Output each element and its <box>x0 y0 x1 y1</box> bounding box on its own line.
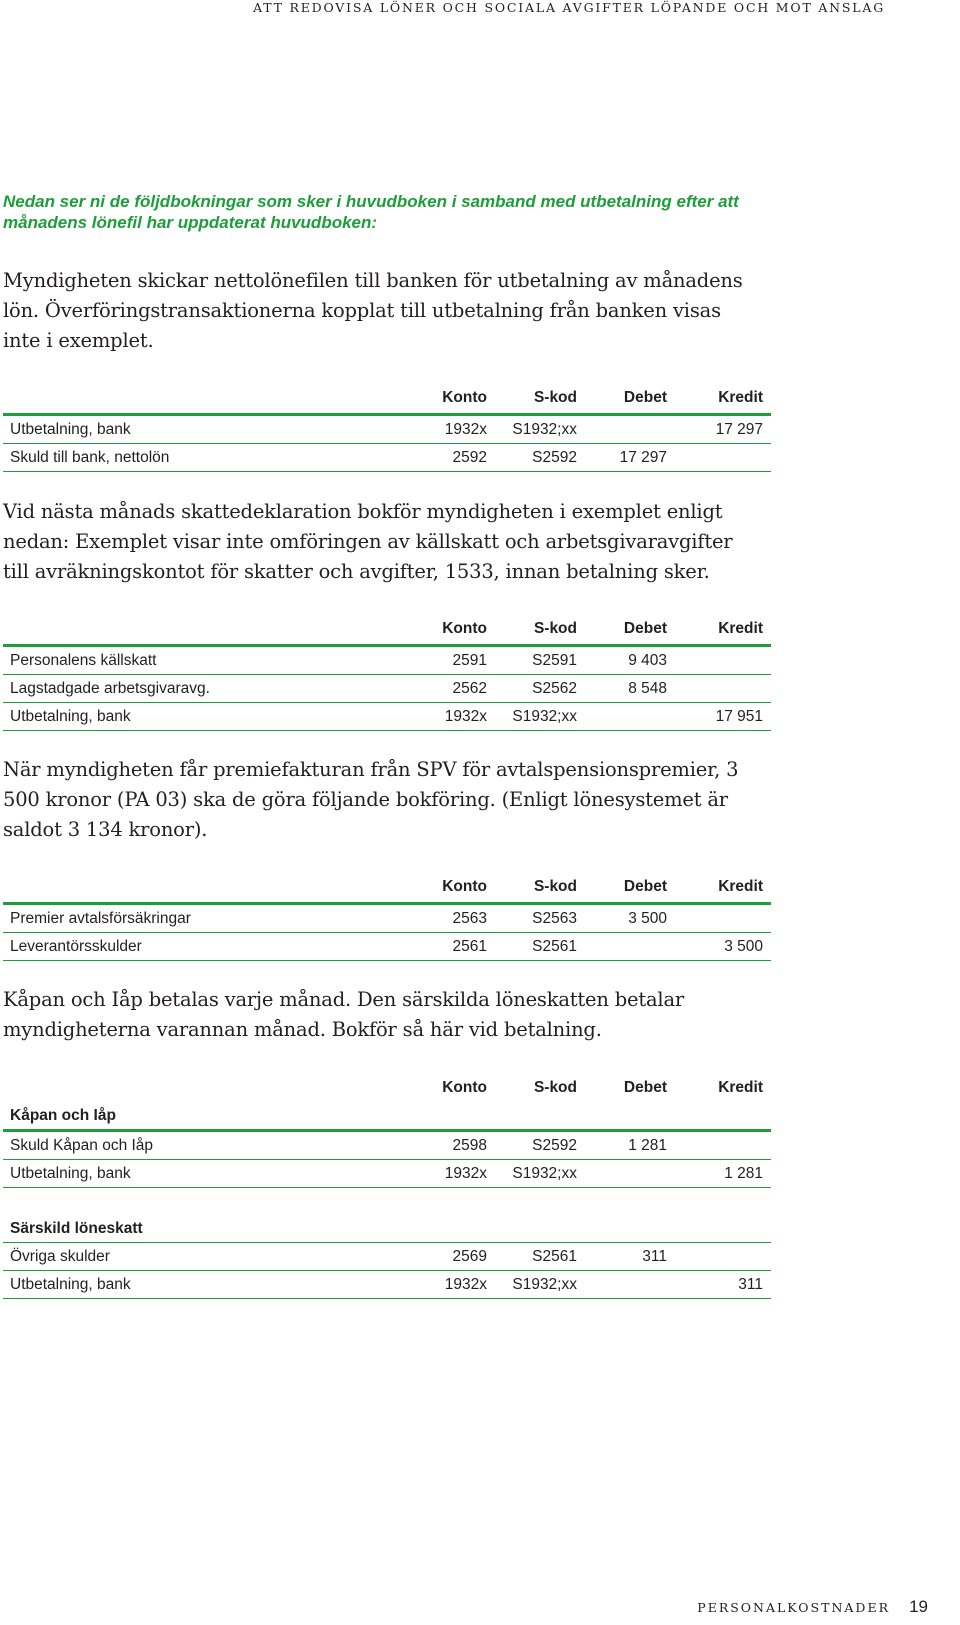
col-debet: Debet <box>623 878 667 895</box>
table-row <box>3 1243 771 1271</box>
row-skod: S1932;xx <box>512 1275 577 1293</box>
row-skod: S2561 <box>532 937 577 955</box>
table-row <box>3 675 771 703</box>
row-konto: 1932x <box>444 1164 487 1182</box>
intro-heading: Nedan ser ni de följdbokningar som sker i huvudboken i samband med utbetalning efter att månadens lönefil har uppdaterat huvudboken: <box>3 192 739 232</box>
row-label: Premier avtalsförsäkringar <box>10 909 191 927</box>
paragraph-1: Myndigheten skickar nettolönefilen till banken för utbetalning av månadens lön. Överföringstransaktionerna kopplat till utbetalning från banken visas inte i exemplet. <box>3 269 743 352</box>
col-debet: Debet <box>623 1079 667 1096</box>
page-footer <box>697 1597 928 1617</box>
row-debet: 17 297 <box>619 448 667 466</box>
row-skod: S2563 <box>532 909 577 927</box>
running-head: ATT REDOVISA LÖNER OCH SOCIALA AVGIFTER LÖPANDE OCH MOT ANSLAG <box>253 0 885 15</box>
row-kredit: 311 <box>738 1275 763 1293</box>
row-label: Utbetalning, bank <box>10 707 131 725</box>
row-kredit: 17 951 <box>715 707 763 725</box>
row-label: Personalens källskatt <box>10 651 157 669</box>
table-row <box>3 416 771 444</box>
row-skod: S2562 <box>532 679 577 697</box>
row-label: Lagstadgade arbetsgivaravg. <box>10 679 210 697</box>
table-header <box>3 872 771 905</box>
col-kredit: Kredit <box>718 1079 763 1096</box>
row-konto: 2569 <box>452 1247 487 1265</box>
row-konto: 2598 <box>452 1136 487 1154</box>
row-skod: S2592 <box>532 1136 577 1154</box>
col-kredit: Kredit <box>718 878 763 895</box>
table-row <box>3 444 771 472</box>
section-label: Kåpan och Iåp <box>10 1107 116 1124</box>
row-debet: 1 281 <box>628 1136 667 1154</box>
row-debet: 311 <box>642 1247 667 1265</box>
row-debet: 8 548 <box>628 679 667 697</box>
col-konto: Konto <box>442 878 487 895</box>
row-konto: 2591 <box>452 651 487 669</box>
table-row <box>3 933 771 961</box>
table-row <box>3 905 771 933</box>
row-konto: 1932x <box>444 420 487 438</box>
col-skod: S-kod <box>533 389 577 406</box>
row-kredit: 3 500 <box>724 937 763 955</box>
paragraph-2: Vid nästa månads skattedeklaration bokför myndigheten i exemplet enligt nedan: Exemplet visar inte omföringen av källskatt och arbetsgivaravgifter till avräkningskontot för skatter och avgifter, 1533, innan betalning sker. <box>3 500 733 583</box>
col-debet: Debet <box>623 620 667 637</box>
ledger-table-3 <box>3 872 771 961</box>
table-header <box>3 614 771 647</box>
table-row <box>3 1160 771 1188</box>
section-label: Särskild löneskatt <box>10 1220 143 1237</box>
table-header <box>3 1073 771 1103</box>
ledger-table-4 <box>3 1073 771 1299</box>
paragraph-3: När myndigheten får premiefakturan från SPV för avtalspensionspremier, 3 500 kronor (PA 03) ska de göra följande bokföring. (Enligt lönesystemet är saldot 3 134 kronor). <box>3 758 739 841</box>
section-spacer <box>3 1188 771 1216</box>
col-kredit: Kredit <box>718 620 763 637</box>
row-skod: S1932;xx <box>512 707 577 725</box>
col-skod: S-kod <box>533 1079 577 1096</box>
table-row <box>3 703 771 731</box>
row-skod: S1932;xx <box>512 1164 577 1182</box>
row-skod: S1932;xx <box>512 420 577 438</box>
footer-section-name: PERSONALKOSTNADER <box>697 1600 890 1615</box>
row-label: Utbetalning, bank <box>10 1164 131 1182</box>
col-debet: Debet <box>623 389 667 406</box>
row-konto: 2563 <box>452 909 487 927</box>
table-row <box>3 1271 771 1299</box>
row-kredit: 1 281 <box>724 1164 763 1182</box>
table-header <box>3 383 771 416</box>
row-label: Leverantörsskulder <box>10 937 142 955</box>
table-row <box>3 1132 771 1160</box>
row-kredit: 17 297 <box>715 420 763 438</box>
paragraph-4: Kåpan och Iåp betalas varje månad. Den särskilda löneskatten betalar myndigheterna varannan månad. Bokför så här vid betalning. <box>3 988 685 1041</box>
page-number: 19 <box>909 1597 928 1616</box>
row-konto: 2562 <box>452 679 487 697</box>
row-label: Skuld Kåpan och Iåp <box>10 1136 154 1154</box>
row-label: Övriga skulder <box>10 1247 110 1265</box>
table-row <box>3 647 771 675</box>
row-konto: 1932x <box>444 707 487 725</box>
row-skod: S2591 <box>532 651 577 669</box>
ledger-table-2 <box>3 614 771 731</box>
col-skod: S-kod <box>533 878 577 895</box>
col-kredit: Kredit <box>718 389 763 406</box>
section-title-kapan <box>3 1103 771 1132</box>
row-skod: S2592 <box>532 448 577 466</box>
col-konto: Konto <box>442 620 487 637</box>
row-debet: 9 403 <box>628 651 667 669</box>
row-label: Utbetalning, bank <box>10 420 131 438</box>
row-debet: 3 500 <box>628 909 667 927</box>
row-skod: S2561 <box>532 1247 577 1265</box>
section-title-sarskild <box>3 1216 771 1243</box>
col-konto: Konto <box>442 389 487 406</box>
row-konto: 1932x <box>444 1275 487 1293</box>
row-label: Utbetalning, bank <box>10 1275 131 1293</box>
ledger-table-1 <box>3 383 771 472</box>
row-label: Skuld till bank, nettolön <box>10 448 170 466</box>
row-konto: 2592 <box>452 448 487 466</box>
col-konto: Konto <box>442 1079 487 1096</box>
row-konto: 2561 <box>452 937 487 955</box>
col-skod: S-kod <box>533 620 577 637</box>
